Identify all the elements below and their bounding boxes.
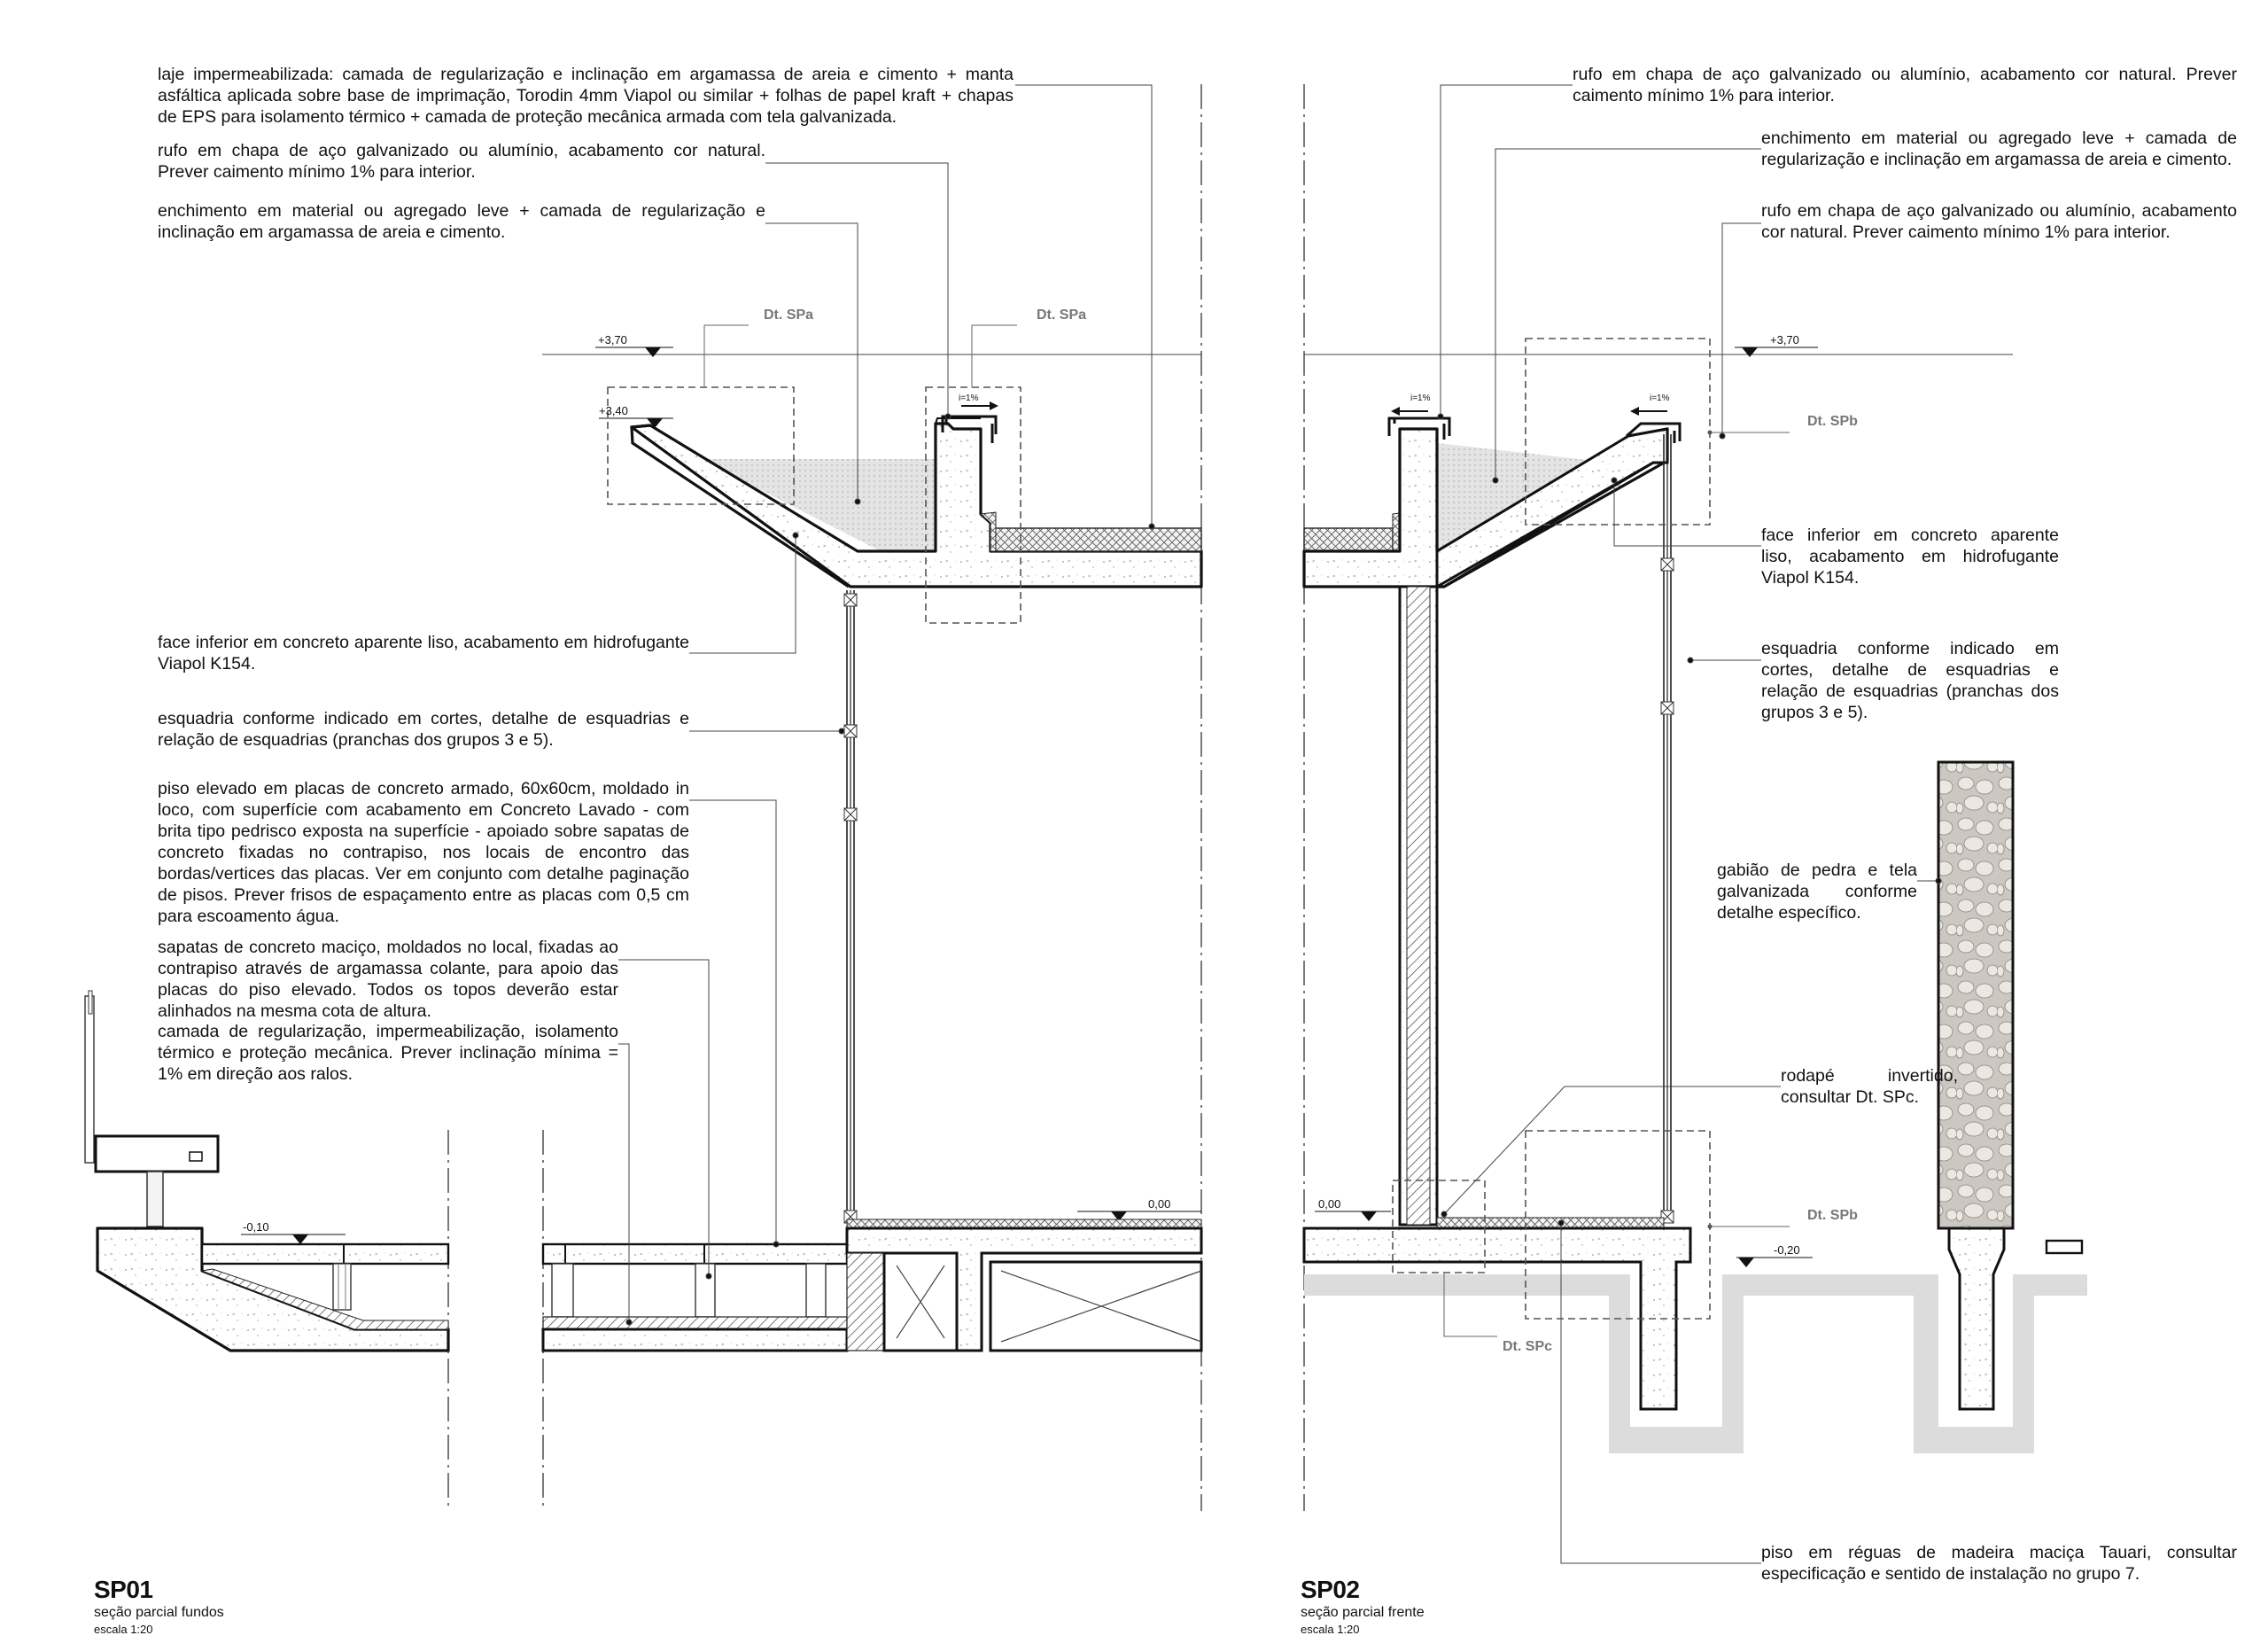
tag-leader	[972, 325, 1017, 387]
note-raised-floor: piso elevado em placas de concreto armado, 60x60cm, moldado in loco, com superfície com acabamento em Concreto Lavado - com brita tipo pedrisco exposta na superfície - apoiado sobre sapatas de concreto fixadas no contrapiso, nos locais de encontro das bordas/vertices das placas. Ver em conjunto com detalhe paginação de pisos. Prever frisos de espaçamento entre as placas com 0,5 cm para escoamento água.	[158, 779, 689, 926]
window-frame	[844, 590, 857, 1223]
svg-text:+3,40: +3,40	[599, 404, 628, 417]
slope-arrow-head	[1630, 407, 1639, 416]
note-exposed-concrete-right: face inferior em concreto aparente liso, acabamento em hidrofugante Viapol K154.	[1761, 526, 2059, 588]
svg-text:-0,10: -0,10	[243, 1220, 269, 1234]
slope-arrow-head	[990, 401, 998, 410]
note-window-left: esquadria conforme indicado em cortes, detalhe de esquadrias e relação de esquadrias (pranchas dos grupos 3 e 5).	[158, 709, 689, 750]
note-window-right: esquadria conforme indicado em cortes, detalhe de esquadrias e relação de esquadrias (pranchas dos grupos 3 e 5).	[1761, 639, 2059, 722]
slope-arrow-head	[1391, 407, 1400, 416]
section-sp02	[1304, 84, 2087, 1511]
slope-label: i=1%	[1410, 393, 1431, 403]
detail-tag-spc: Dt. SPc	[1503, 1339, 1553, 1354]
section-scale: escala 1:20	[1301, 1623, 1360, 1636]
detail-tag-spa: Dt. SPa	[764, 308, 814, 323]
raised-floor-plates	[543, 1244, 847, 1264]
level-mark-patio	[241, 1220, 346, 1244]
wood-floor	[1437, 1218, 1664, 1228]
note-flashing-left: rufo em chapa de aço galvanizado ou alumínio, acabamento cor natural. Prever caimento mínimo 1% para interior.	[158, 141, 765, 182]
level-mark-top	[595, 333, 673, 357]
pedestal	[695, 1264, 715, 1317]
section-title-sp02	[1301, 1576, 1425, 1638]
pedestal	[552, 1264, 573, 1317]
tag-leader	[704, 325, 749, 387]
note-flashing-right: rufo em chapa de aço galvanizado ou alumínio, acabamento cor natural. Prever caimento mínimo 1% para interior.	[1573, 65, 2237, 105]
slope-label: i=1%	[1650, 393, 1670, 403]
section-subtitle: seção parcial frente	[1301, 1605, 1425, 1620]
svg-text:+3,70: +3,70	[1770, 333, 1799, 347]
note-baseboard: rodapé invertido, consultar Dt. SPc.	[1781, 1066, 1958, 1107]
note-flashing-right-2: rufo em chapa de aço galvanizado ou alumínio, acabamento cor natural. Prever caimento mínimo 1% para interior.	[1761, 201, 2237, 242]
note-roof-fill-right: enchimento em material ou agregado leve + camada de regularização e inclinação em argamassa de areia e cimento.	[1761, 128, 2237, 169]
slope-label: i=1%	[959, 393, 979, 403]
section-title-sp01	[94, 1576, 224, 1638]
detail-tag-spb: Dt. SPb	[1807, 1208, 1858, 1223]
svg-text:0,00: 0,00	[1318, 1197, 1341, 1211]
gabion	[1938, 762, 2013, 1228]
section-code: SP01	[94, 1576, 153, 1603]
note-exposed-concrete-left: face inferior em concreto aparente liso, acabamento em hidrofugante Viapol K154.	[158, 633, 689, 674]
note-waterproofing-layers: camada de regularização, impermeabilização, isolamento térmico e proteção mecânica. Prever inclinação mínima = 1% em direção aos ralos.	[158, 1022, 618, 1084]
svg-text:-0,20: -0,20	[1774, 1243, 1800, 1257]
slab-mid	[543, 1329, 847, 1351]
wall-insulation	[1407, 587, 1430, 1225]
note-roof-fill-left: enchimento em material ou agregado leve + camada de regularização e inclinação em argamassa de areia e cimento.	[158, 201, 765, 242]
section-scale: escala 1:20	[94, 1623, 153, 1636]
detail-tag-spb: Dt. SPb	[1807, 414, 1858, 429]
raised-floor-plates	[202, 1244, 448, 1264]
note-roof-waterproofing: laje impermeabilizada: camada de regularização e inclinação em argamassa de areia e cimento + manta asfáltica aplicada sobre base de imprimação, Torodin 4mm Viapol ou similar + folhas de papel kraft + chapas de EPS para isolamento térmico + camada de proteção mecânica armada com tela galvanizada.	[158, 65, 1014, 127]
gabion-footing	[1949, 1228, 2004, 1409]
note-wood-floor: piso em réguas de madeira maciça Tauari, consultar especificação e sentido de instalação no grupo 7.	[1761, 1543, 2237, 1584]
level-mark-floor	[1077, 1197, 1201, 1221]
level-mark-top	[1735, 333, 1818, 357]
level-mark-ground	[1736, 1243, 1813, 1267]
wall-insulation	[847, 1253, 884, 1351]
detail-tag-spa: Dt. SPa	[1037, 308, 1087, 323]
section-code: SP02	[1301, 1576, 1360, 1603]
section-subtitle: seção parcial fundos	[94, 1605, 224, 1620]
note-pedestals: sapatas de concreto maciço, moldados no local, fixadas ao contrapiso através de argamassa colante, para apoio das placas do piso elevado. Todos os topos deverão estar alinhados na mesma cota de altura.	[158, 938, 618, 1021]
level-mark-floor	[1315, 1197, 1391, 1221]
roof-insulation	[990, 528, 1201, 551]
svg-text:0,00: 0,00	[1148, 1197, 1171, 1211]
note-gabion: gabião de pedra e tela galvanizada conforme detalhe específico.	[1717, 861, 1917, 923]
pavement-edge	[2047, 1241, 2082, 1253]
contrapiso	[543, 1317, 847, 1329]
pedestal	[806, 1264, 826, 1317]
window-frame	[1661, 434, 1674, 1223]
pedestal	[333, 1264, 351, 1310]
level-mark-roof	[599, 404, 673, 428]
svg-text:+3,70: +3,70	[598, 333, 627, 347]
beam-void	[990, 1262, 1201, 1351]
roof-insulation	[1304, 528, 1393, 551]
